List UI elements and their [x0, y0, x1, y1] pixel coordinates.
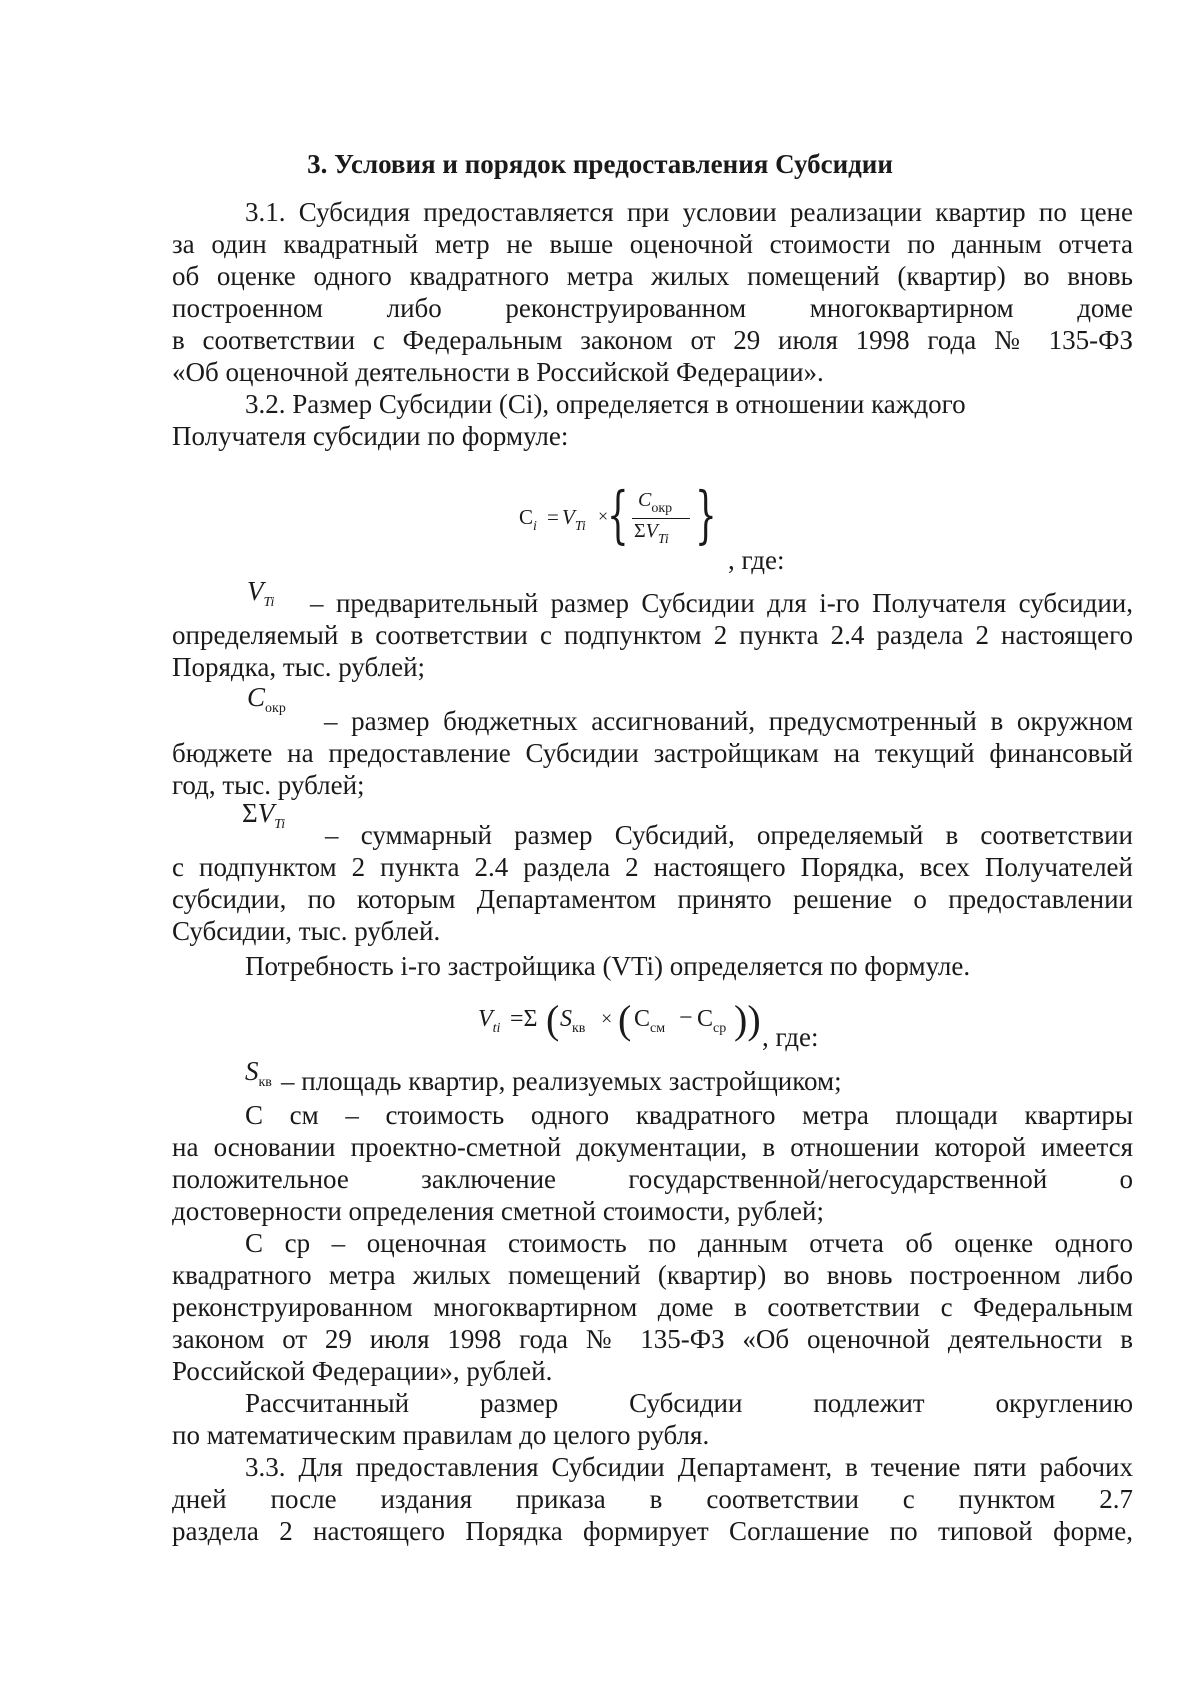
text-line: «Об оценочной деятельности в Российской Федерации». — [172, 357, 824, 387]
rounding-paragraph — [172, 1387, 1133, 1451]
formula2-suffix: , где: — [762, 1022, 819, 1052]
symbol-vti: $V_{Ti}$ — [247, 576, 275, 610]
text-line: определяемый в соответствии с подпунктом 2 пункта 2.4 раздела 2 настоящего — [172, 620, 1133, 650]
text-line: квадратного метра жилых помещений (квартир) во вновь построенном либо — [172, 1260, 1133, 1290]
formula-numerator: $C_{окр}$ — [638, 489, 673, 516]
formula2-open-paren-2: ( — [618, 997, 632, 1042]
text-line: Потребность i-го застройщика (VTi) определяется по формуле. — [245, 951, 971, 981]
definition-sum-vti — [172, 819, 1133, 947]
text-line: об оценке одного квадратного метра жилых помещений (квартир) во вновь — [172, 261, 1133, 291]
text-line: Российской Федерации», рублей. — [172, 1356, 553, 1386]
need-paragraph — [172, 950, 1133, 982]
left-brace: { — [607, 478, 629, 551]
text-line: – размер бюджетных ассигнований, предусмотренный в окружном — [324, 706, 1133, 736]
text-line: с подпунктом 2 пункта 2.4 раздела 2 настоящего Порядка, всех Получателей — [172, 852, 1133, 882]
symbol-sum-vti: $\Sigma V_{Ti}$ — [242, 798, 286, 832]
formula-times: × — [598, 506, 609, 526]
text-line: Рассчитанный размер Субсидии подлежит округлению — [245, 1388, 1133, 1418]
symbol-cokr: $C_{окр}$ — [247, 682, 286, 716]
formula-suffix: , где: — [728, 545, 785, 575]
formula2-csm: $С_{см}$ — [634, 1006, 666, 1036]
definition-vti — [172, 587, 1133, 683]
text-line: законом от 29 июля 1998 года № 135-ФЗ «Об оценочной деятельности в — [172, 1324, 1133, 1354]
formula2-minus: − — [679, 1005, 693, 1031]
text-line: – суммарный размер Субсидий, определяемый в соответствии — [325, 820, 1133, 850]
formula2-close-parens: )) — [734, 997, 761, 1042]
text-line: 3.2. Размер Субсидии (Ci), определяется в отношении каждого — [245, 389, 966, 419]
paragraph-3-1 — [172, 196, 1133, 388]
symbol-skv: $S_{кв}$ — [245, 1056, 272, 1090]
text-line: 3.3. Для предоставления Субсидии Департамент, в течение пяти рабочих — [245, 1452, 1133, 1482]
definition-csm — [172, 1099, 1133, 1227]
text-line: дней после издания приказа в соответствии с пунктом 2.7 — [172, 1484, 1133, 1514]
text-line: субсидии, по которым Департаментом принято решение о предоставлении — [172, 884, 1133, 914]
text-line: Получателя субсидии по формуле: — [172, 421, 569, 451]
formula2-csr: $С_{ср}$ — [697, 1006, 727, 1036]
text-line: С см – стоимость одного квадратного метра площади квартиры — [245, 1100, 1133, 1130]
text-line: – площадь квартир, реализуемых застройщиком; — [281, 1066, 842, 1096]
section-heading: 3. Условия и порядок предоставления Субсидии — [307, 149, 893, 179]
text-line: Субсидии, тыс. рублей. — [172, 916, 441, 946]
definition-cokr — [172, 705, 1133, 801]
formula-denominator: $\Sigma V_{Ti}$ — [634, 520, 669, 547]
paragraph-3-3 — [172, 1451, 1133, 1547]
formula2-s: $S_{кв}$ — [560, 1006, 586, 1036]
text-line: достоверности определения сметной стоимости, рублей; — [172, 1196, 824, 1226]
formula2-open-paren: ( — [546, 997, 560, 1042]
text-line: С ср – оценочная стоимость по данным отчета об оценке одного — [245, 1228, 1133, 1258]
formula-v: $V_{Ti}$ — [562, 505, 586, 534]
text-line: за один квадратный метр не выше оценочной стоимости по данным отчета — [172, 229, 1133, 259]
definition-csr — [172, 1227, 1133, 1387]
formula2-times: × — [601, 1008, 613, 1030]
formula-equals: = — [547, 505, 559, 529]
text-line: – предварительный размер Субсидии для i-го Получателя субсидии, — [310, 588, 1133, 618]
text-line: бюджете на предоставление Субсидии застройщикам на текущий финансовый — [172, 738, 1133, 768]
fraction-line — [632, 518, 690, 519]
text-line: реконструированном многоквартирном доме в соответствии с Федеральным — [172, 1292, 1133, 1322]
text-line: раздела 2 настоящего Порядка формирует Соглашение по типовой форме, — [172, 1516, 1133, 1546]
text-line: по математическим правилам до целого рубля. — [172, 1420, 710, 1450]
definition-skv — [172, 1065, 1133, 1097]
formula2-eq-sigma: =Σ — [510, 1006, 538, 1032]
text-line: Порядка, тыс. рублей; — [172, 652, 426, 682]
formula2-v: $V_{ti}$ — [478, 1006, 501, 1036]
text-line: в соответствии с Федеральным законом от 29 июля 1998 года № 135-ФЗ — [172, 325, 1133, 355]
text-line: положительное заключение государственной/негосударственной о — [172, 1164, 1133, 1194]
formula-lhs: $C_i$ — [519, 505, 537, 534]
text-line: построенном либо реконструированном многоквартирном доме — [172, 293, 1133, 323]
text-line: 3.1. Субсидия предоставляется при условии реализации квартир по цене — [245, 197, 1133, 227]
paragraph-3-2 — [172, 388, 1133, 452]
text-line: год, тыс. рублей; — [172, 770, 365, 800]
text-line: на основании проектно-сметной документации, в отношении которой имеется — [172, 1132, 1133, 1162]
right-brace: } — [695, 478, 717, 551]
